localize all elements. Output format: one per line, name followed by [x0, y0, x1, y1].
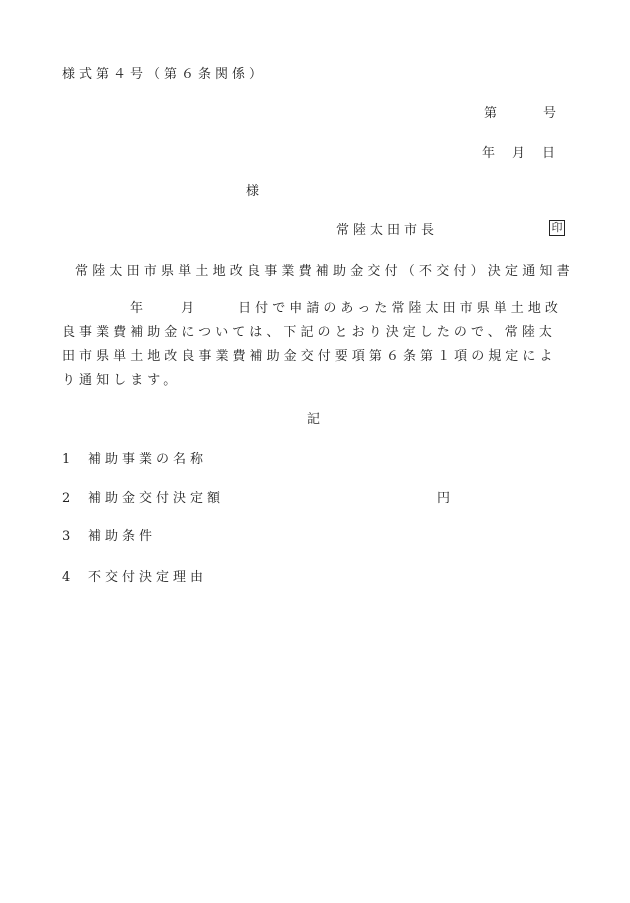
- seal-mark: 印: [549, 220, 565, 236]
- item-number: 4: [62, 570, 71, 585]
- yen-unit: 円: [437, 491, 455, 506]
- date-day: 日: [542, 146, 560, 161]
- body-month: 月: [181, 301, 199, 316]
- item-label: 補助条件: [88, 529, 157, 544]
- date-month: 月: [512, 146, 530, 161]
- item-label: 補助事業の名称: [88, 452, 208, 467]
- addressee-suffix: 様: [246, 184, 264, 199]
- list-item: [62, 451, 207, 469]
- document-title: 常陸太田市県単土地改良事業費補助金交付（不交付）決定通知書: [75, 264, 574, 279]
- body-paragraph: [62, 297, 568, 393]
- item-label: 不交付決定理由: [88, 570, 208, 585]
- issue-date: [482, 145, 559, 163]
- date-year: 年: [482, 146, 500, 161]
- list-item: [62, 528, 156, 546]
- item-number: 2: [62, 491, 71, 506]
- item-number: 3: [62, 529, 71, 544]
- body-year: 年: [130, 301, 148, 316]
- document-number-dai: 第: [484, 106, 502, 121]
- item-number: 1: [62, 452, 71, 467]
- form-number: 様式第４号（第６条関係）: [62, 67, 267, 82]
- ki-heading: 記: [307, 412, 325, 427]
- list-item: [62, 569, 207, 587]
- document-number-go: 号: [543, 106, 561, 121]
- body-text: 日付で申請のあった常陸太田市県単土地改良事業費補助金については、下記のとおり決定したので、常陸太田市県単土地改良事業費補助金交付要項第６条第１項の規定により通知します。: [62, 301, 562, 388]
- sender-name: 常陸太田市長: [336, 223, 439, 238]
- list-item: [62, 490, 224, 508]
- item-label: 補助金交付決定額: [88, 491, 225, 506]
- document-number: [484, 105, 560, 123]
